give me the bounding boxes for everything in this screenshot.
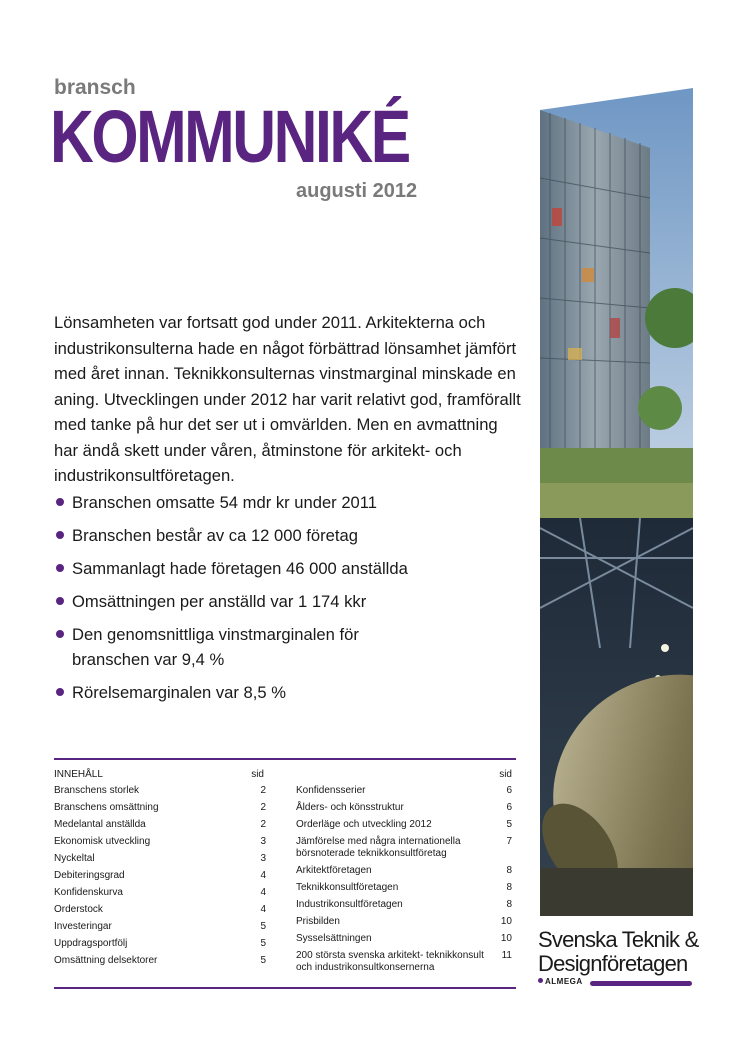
toc-entry-title: Konfidenskurva [54, 887, 123, 898]
toc-row [296, 899, 512, 911]
toc-entry-title: Konfidensserier [296, 785, 366, 796]
logo-line-2: Designföretagen [538, 951, 688, 976]
organization-logo [538, 928, 698, 988]
masthead-label: bransch [54, 76, 136, 99]
toc-entry-page: 10 [500, 933, 512, 944]
toc-entry-title: Uppdragsportfölj [54, 938, 128, 949]
toc-row [296, 933, 512, 945]
key-fact-item: Den genomsnittliga vinstmarginalen för branschen var 9,4 % [54, 622, 372, 672]
logo-line-1: Svenska Teknik & [538, 927, 699, 952]
toc-entry-title: Ekonomisk utveckling [54, 836, 151, 847]
toc-entry-title: Debiteringsgrad [54, 870, 125, 881]
toc-entry-page: 10 [500, 916, 512, 927]
toc-entry-page: 8 [506, 882, 512, 893]
toc-row [54, 819, 266, 831]
toc-entry-title: Branschens omsättning [54, 802, 159, 813]
toc-row [296, 865, 512, 877]
toc-entry-page: 7 [506, 836, 512, 847]
toc-page-label: sid [499, 769, 512, 780]
logo-sub: ALMEGA [538, 977, 583, 986]
toc-entry-page: 3 [260, 836, 266, 847]
toc-entry-title: Ålders- och könsstruktur [296, 802, 404, 813]
toc-row [296, 802, 512, 814]
toc-page-label: sid [251, 769, 264, 780]
key-facts-list [54, 490, 524, 713]
toc-entry-page: 8 [506, 899, 512, 910]
toc-entry-page: 4 [260, 887, 266, 898]
toc-entry-title: 200 största svenska arkitekt- teknikkonsult och industrikonsultkonsernerna [296, 950, 484, 973]
key-fact-item: Branschen omsatte 54 mdr kr under 2011 [54, 490, 524, 515]
intro-paragraph: Lönsamheten var fortsatt god under 2011. Arkitekterna och industrikonsulterna hade en något förbättrad lönsamhet jämfört med året innan. Teknikkonsulternas vinstmarginal minskade en aning. Utvecklingen under 2012 har varit relativt god, framförallt med tanke på hur det ser ut i omvärlden. Men en avmattning har ändå skett under våren, åtminstone för arkitekt- och industrikonsultföretagen. [54, 313, 521, 485]
toc-row [296, 819, 512, 831]
issue-date: augusti 2012 [296, 180, 418, 202]
table-of-contents [54, 758, 516, 989]
toc-entry-page: 4 [260, 870, 266, 881]
toc-entry-title: Orderstock [54, 904, 103, 915]
logo-bar [538, 978, 698, 988]
toc-row [296, 916, 512, 928]
toc-entry-title: Orderläge och utveckling 2012 [296, 819, 432, 830]
toc-row [54, 904, 266, 916]
toc-entry-page: 5 [260, 938, 266, 949]
toc-entry-page: 6 [506, 785, 512, 796]
toc-entry-page: 4 [260, 904, 266, 915]
toc-entry-title: Nyckeltal [54, 853, 95, 864]
toc-entry-title: Teknikkonsultföretagen [296, 882, 399, 893]
toc-entry-page: 2 [260, 802, 266, 813]
toc-entry-title: Investeringar [54, 921, 112, 932]
toc-entry-title: Arkitektföretagen [296, 865, 372, 876]
toc-entry-page: 8 [506, 865, 512, 876]
toc-row [296, 882, 512, 894]
toc-row [54, 870, 266, 882]
toc-entry-page: 2 [260, 819, 266, 830]
toc-entry-title: Industrikonsultföretagen [296, 899, 403, 910]
toc-entry-title: Prisbilden [296, 916, 340, 927]
toc-entry-title: Omsättning delsektorer [54, 955, 158, 966]
toc-entry-page: 5 [260, 955, 266, 966]
toc-entry-page: 11 [501, 950, 512, 961]
toc-row [54, 853, 266, 865]
toc-row [296, 785, 512, 797]
toc-right-column [296, 769, 512, 979]
toc-entry-page: 6 [506, 802, 512, 813]
toc-left-column [54, 769, 266, 972]
toc-row [54, 785, 266, 797]
key-fact-item: Branschen består av ca 12 000 företag [54, 523, 524, 548]
toc-row [296, 950, 512, 974]
key-fact-item: Sammanlagt hade företagen 46 000 anställda [54, 556, 524, 581]
key-fact-item: Rörelsemarginalen var 8,5 % [54, 680, 524, 705]
toc-entry-page: 5 [506, 819, 512, 830]
cover-photo [540, 88, 693, 916]
toc-entry-title: Branschens storlek [54, 785, 140, 796]
toc-row [54, 887, 266, 899]
toc-row [54, 921, 266, 933]
toc-entry-page: 2 [260, 785, 266, 796]
toc-entry-title: Medelantal anställda [54, 819, 146, 830]
toc-row [54, 836, 266, 848]
toc-row [54, 938, 266, 950]
toc-entry-page: 3 [260, 853, 266, 864]
key-fact-item: Omsättningen per anställd var 1 174 kkr [54, 589, 524, 614]
toc-row [296, 836, 512, 860]
toc-row [54, 802, 266, 814]
toc-heading: INNEHÅLL [54, 769, 103, 780]
toc-entry-title: Sysselsättningen [296, 933, 372, 944]
toc-entry-title: Jämförelse med några internationella börsnoterade teknikkonsultföretag [296, 836, 461, 859]
toc-entry-page: 5 [260, 921, 266, 932]
toc-row [54, 955, 266, 967]
masthead-title: KOMMUNIKÉ [50, 95, 409, 178]
